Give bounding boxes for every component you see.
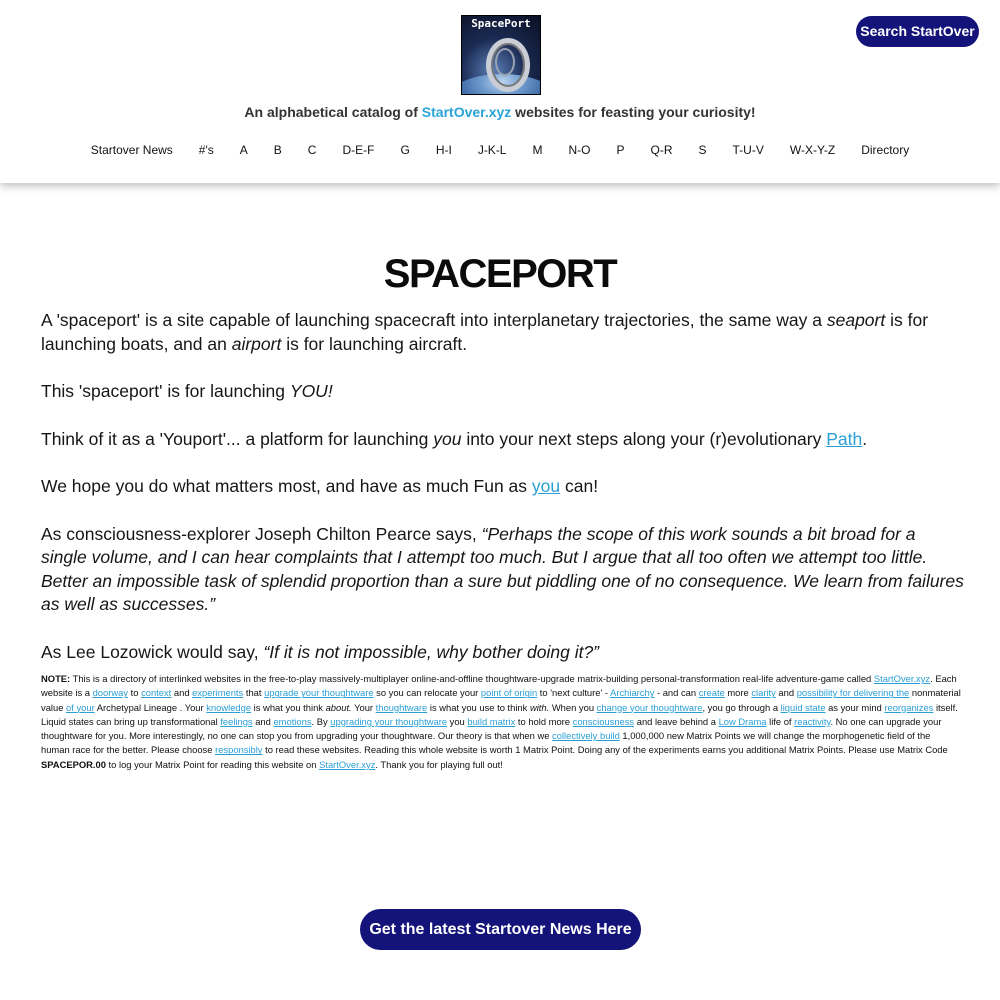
space-station-hub [495,48,515,76]
note-text: . Thank you for playing full out! [375,758,503,770]
paragraph-definition [41,309,966,356]
note-text: and leave behind a [634,715,719,727]
note-text: . Each website is a [41,673,957,699]
p1-emphasis-airport: airport [231,333,282,354]
tagline [0,104,1000,120]
nav-item-def[interactable]: D-E-F [342,143,375,157]
site-header [0,0,1000,183]
note-link-change-thoughtware[interactable]: change your thoughtware [596,701,703,713]
nav-item-wxyz[interactable]: W-X-Y-Z [789,143,836,157]
note-text: . By [311,715,331,727]
note-text: is what you use to think [427,701,530,713]
paragraph-youport [41,428,966,452]
nav-item-g[interactable]: G [400,143,410,157]
you-link[interactable]: you [531,476,561,496]
note-link-knowledge[interactable]: knowledge [206,701,252,713]
note-link-emotions[interactable]: emotions [273,715,312,727]
paragraph-have-fun [41,475,966,499]
lozowick-quote: “If it is not impossible, why bother doing it?” [263,641,600,662]
matrix-code: SPACEPOR.00 [41,758,106,770]
tagline-text-after: websites for feasting your curiosity! [511,104,756,120]
p2-emphasis: YOU! [289,381,333,401]
nav-item-numbers[interactable]: #'s [198,143,214,157]
note-text: as your mind [825,701,885,713]
note-text: itself. Liquid states can bring up transformational [41,701,958,727]
note-link-create[interactable]: create [698,687,725,699]
p4-text-b: can! [560,476,599,496]
note-text: to log your Matrix Point for reading this website on [105,758,320,770]
note-text: Archetypal Lineage . Your [94,701,207,713]
latest-news-button[interactable]: Get the latest Startover News Here [360,909,641,950]
note-paragraph [41,672,961,772]
note-text: and [252,715,274,727]
startover-link[interactable]: StartOver.xyz [421,104,512,120]
note-text: to read these websites. Reading this whole website is worth 1 Matrix Point. Doing any of the experiments earns you additional Matrix Points. Please use Matrix Code [262,744,948,756]
nav-item-tuv[interactable]: T-U-V [732,143,764,157]
p1-emphasis-seaport: seaport [826,310,886,330]
path-link[interactable]: Path [826,428,863,449]
nav-item-s[interactable]: S [698,143,707,157]
paragraph-pearce-quote [41,523,966,617]
note-text: so you can relocate your [373,687,481,699]
note-label: NOTE: [41,673,71,684]
note-link-build-matrix[interactable]: build matrix [467,715,516,727]
note-link-startover[interactable]: StartOver.xyz [873,673,931,684]
note-link-thoughtware[interactable]: thoughtware [375,701,428,713]
pearce-quote: “Perhaps the scope of this work sounds a bit broad for a single volume, and I can hear complaints that I attempt too much. But I argue that all too often we attempt too little. Better an impossible task of splendid proportion than a sure but piddling one of no consequence. We learn from failures as well as successes.” [41,523,964,614]
p1-text-a: A 'spaceport' is a site capable of launching spacecraft into interplanetary trajectories, the same way a [41,310,827,330]
spaceport-logo[interactable] [461,15,541,95]
p3-emphasis: you [433,428,462,449]
note-link-feelings[interactable]: feelings [220,715,253,727]
note-link-reactivity[interactable]: reactivity [794,715,831,727]
p3-text-c: . [862,428,868,449]
note-link-of-your[interactable]: of your [66,701,95,713]
p5-text: As consciousness-explorer Joseph Chilton Pearce says, [41,523,482,544]
note-link-liquid-state[interactable]: liquid state [780,701,826,713]
note-emphasis-with: with. [529,701,550,713]
nav-item-b[interactable]: B [273,143,282,157]
nav-item-jkl[interactable]: J-K-L [477,143,507,157]
logo-text: SpacePort [471,17,531,30]
note-link-startover-2[interactable]: StartOver.xyz [319,758,376,770]
note-text: This is a directory of interlinked websites in the free-to-play massively-multiplayer online-and-offline thoughtware-upgrade matrix-building personal-transformation real-life adventure-game called [70,673,874,684]
nav-item-hi[interactable]: H-I [435,143,452,157]
nav-item-c[interactable]: C [307,143,317,157]
paragraph-launching-you [41,380,966,404]
note-text: - and can [654,687,699,699]
paragraph-lozowick-quote [41,641,966,665]
note-text: you [447,715,468,727]
p3-text-a: Think of it as a 'Youport'... a platform for launching [41,428,434,449]
note-link-upgrading-thoughtware[interactable]: upgrading your thoughtware [330,715,448,727]
note-text: nonmaterial value [41,687,961,713]
p3-text-b: into your next steps along your (r)evolutionary [461,428,827,449]
note-link-collectively-build[interactable]: collectively build [552,730,620,742]
note-text: that [243,687,265,699]
note-link-doorway[interactable]: doorway [92,687,129,699]
p4-text-a: We hope you do what matters most, and have as much Fun as [41,476,532,496]
nav-item-startover-news[interactable]: Startover News [90,143,173,157]
nav-item-m[interactable]: M [532,143,543,157]
note-text: 1,000,000 new Matrix Points we will change the morphogenetic field of the human race for the better. Please choose [41,730,931,756]
search-startover-button[interactable]: Search StartOver [856,16,979,47]
note-text: to 'next culture' - [537,687,611,699]
note-link-possibility[interactable]: possibility for delivering the [796,687,910,699]
note-text: to hold more [515,715,573,727]
note-link-experiments[interactable]: experiments [192,687,244,699]
note-text: Your [351,701,376,713]
note-emphasis-about: about. [325,701,352,713]
note-text: and [775,687,797,699]
note-link-consciousness[interactable]: consciousness [572,715,635,727]
note-link-responsibly[interactable]: responsibly [215,744,263,756]
note-link-upgrade-thoughtware[interactable]: upgrade your thoughtware [264,687,374,699]
note-text: and [171,687,193,699]
note-text: is what you think [251,701,326,713]
nav-item-a[interactable]: A [239,143,248,157]
nav-item-directory[interactable]: Directory [861,143,910,157]
alphabet-nav [0,143,1000,159]
nav-item-qr[interactable]: Q-R [650,143,673,157]
note-link-reorganizes[interactable]: reorganizes [884,701,934,713]
note-text: . No one can upgrade your thoughtware for you. More interestingly, no one can stop you from upgrading your thoughtware. Our theory is that when we [41,715,942,742]
tagline-text-before: An alphabetical catalog of [244,104,422,120]
note-link-low-drama[interactable]: Low Drama [718,715,767,727]
note-link-archiarchy[interactable]: Archiarchy [610,687,655,699]
note-link-clarity[interactable]: clarity [751,687,776,699]
p6-text: As Lee Lozowick would say, [41,641,264,662]
note-text: , you go through a [702,701,781,713]
note-link-point-of-origin[interactable]: point of origin [480,687,538,699]
nav-item-p[interactable]: P [616,143,625,157]
main-content [41,309,966,688]
note-text: When you [549,701,597,713]
p1-text-b: is for launching boats, and an [41,310,929,354]
p2-text: This 'spaceport' is for launching [41,381,290,401]
note-text: to [128,687,142,699]
note-link-context[interactable]: context [141,687,172,699]
page-title: SPACEPORT [383,252,617,296]
nav-item-no[interactable]: N-O [568,143,591,157]
note-text: more [724,687,752,699]
p1-text-c: is for launching aircraft. [281,333,468,354]
note-text: life of [766,715,795,727]
